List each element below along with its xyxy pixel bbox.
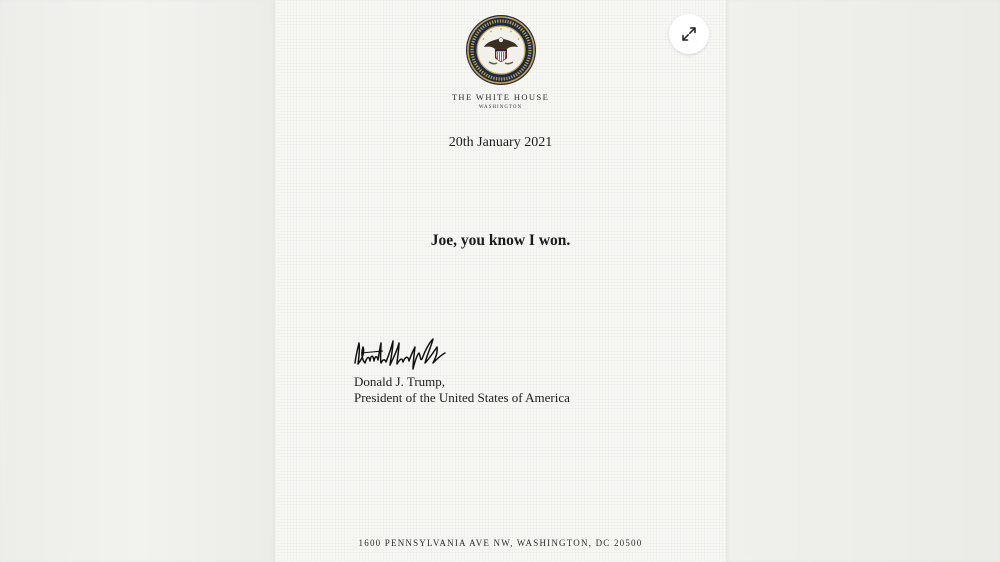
- background-blur-left: [0, 0, 275, 562]
- signer-title: President of the United States of America: [354, 390, 570, 405]
- letterhead-subtitle: WASHINGTON: [478, 105, 523, 110]
- letterhead-title: THE WHITE HOUSE: [451, 92, 550, 102]
- presidential-seal-icon: [465, 14, 537, 86]
- signer-name: Donald J. Trump,: [354, 374, 446, 389]
- letter-message: Joe, you know I won.: [430, 232, 571, 249]
- handwritten-signature: [353, 333, 453, 375]
- letter-page: [275, 0, 726, 562]
- expand-button[interactable]: [669, 14, 709, 54]
- expand-arrows-icon: [680, 25, 698, 43]
- letter-footer-address: 1600 PENNSYLVANIA AVE NW, WASHINGTON, DC 20500: [358, 538, 643, 548]
- background-blur-right: [726, 0, 1000, 562]
- letter-date: 20th January 2021: [448, 135, 553, 150]
